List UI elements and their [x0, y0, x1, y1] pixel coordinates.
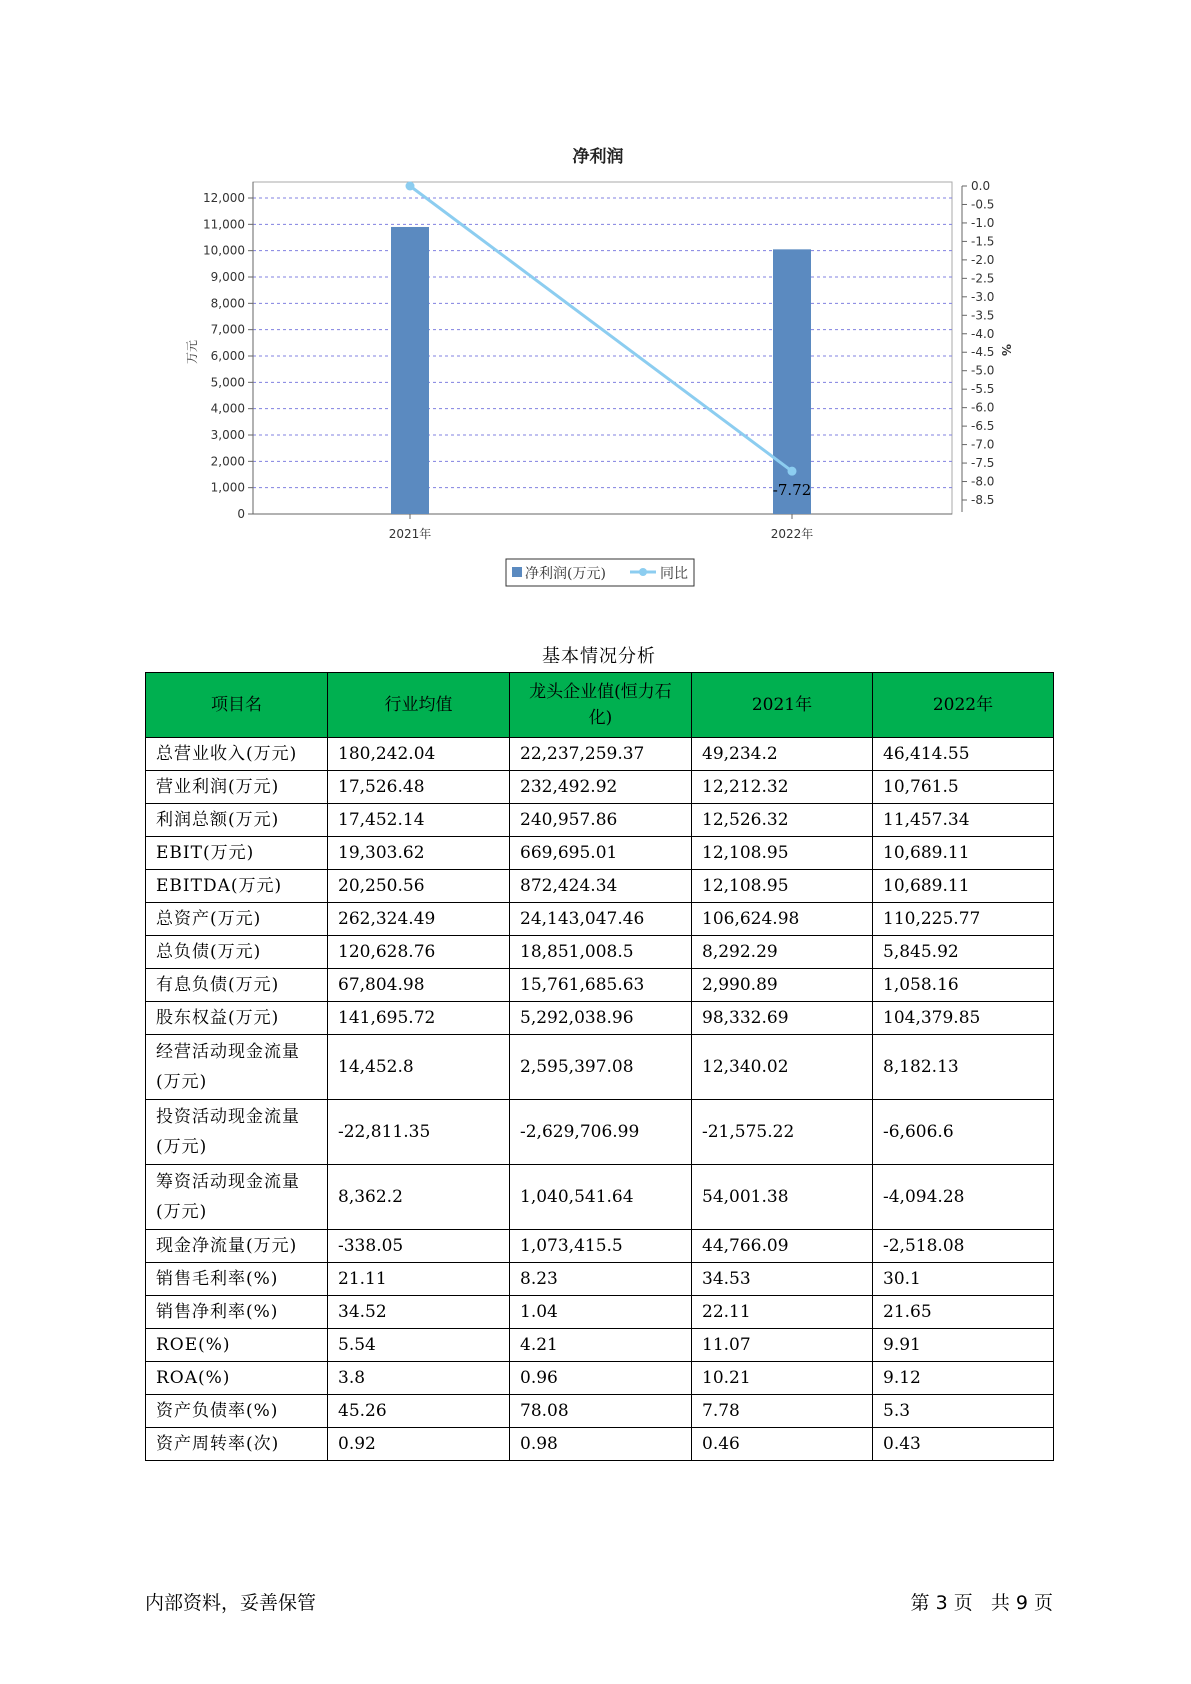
plot-area — [253, 182, 952, 514]
row-value: 232,492.92 — [510, 771, 692, 804]
row-value: 0.96 — [510, 1362, 692, 1395]
y2-tick-label: -1.5 — [971, 234, 995, 249]
row-value: 9.91 — [873, 1329, 1054, 1362]
header-leading-enterprise: 龙头企业值(恒力石化) — [510, 673, 692, 738]
bar-2021年 — [391, 227, 429, 514]
row-value: -2,629,706.99 — [510, 1100, 692, 1165]
row-value: -4,094.28 — [873, 1165, 1054, 1230]
y-tick-label: 3,000 — [210, 428, 245, 442]
row-value: 5,845.92 — [873, 936, 1054, 969]
row-value: 872,424.34 — [510, 870, 692, 903]
header-industry-average: 行业均值 — [328, 673, 510, 738]
y-tick-label: 10,000 — [203, 243, 245, 258]
row-value: 98,332.69 — [692, 1002, 873, 1035]
row-value: 10,761.5 — [873, 771, 1054, 804]
row-value: 8,182.13 — [873, 1035, 1054, 1100]
row-value: 18,851,008.5 — [510, 936, 692, 969]
y2-tick-label: -7.0 — [971, 437, 995, 452]
row-label: ROE(%) — [146, 1329, 328, 1362]
row-value: 19,303.62 — [328, 837, 510, 870]
table-row — [146, 771, 1054, 804]
yoy-line — [410, 186, 792, 471]
row-value: 262,324.49 — [328, 903, 510, 936]
y-tick-label: 8,000 — [210, 296, 245, 311]
row-value: 10,689.11 — [873, 837, 1054, 870]
row-value: 17,526.48 — [328, 771, 510, 804]
row-label: 总负债(万元) — [146, 936, 328, 969]
row-value: 0.46 — [692, 1428, 873, 1461]
chart-title: 净利润 — [572, 147, 624, 167]
table-row — [146, 804, 1054, 837]
row-value: 7.78 — [692, 1395, 873, 1428]
y2-tick-label: -1.0 — [971, 215, 995, 230]
row-value: 34.53 — [692, 1263, 873, 1296]
y-tick-label: 11,000 — [203, 217, 245, 232]
row-value: 1,058.16 — [873, 969, 1054, 1002]
header-2022: 2022年 — [873, 673, 1054, 738]
row-value: 12,526.32 — [692, 804, 873, 837]
legend-bar-label: 净利润(万元) — [525, 566, 606, 582]
row-label: 利润总额(万元) — [146, 804, 328, 837]
legend-line-marker — [639, 568, 647, 576]
header-2021: 2021年 — [692, 673, 873, 738]
row-value: 5.54 — [328, 1329, 510, 1362]
row-value: 9.12 — [873, 1362, 1054, 1395]
row-value: -338.05 — [328, 1230, 510, 1263]
table-row — [146, 1165, 1054, 1230]
y2-tick-label: 0.0 — [971, 179, 991, 193]
row-value: 21.65 — [873, 1296, 1054, 1329]
row-label: 现金净流量(万元) — [146, 1230, 328, 1263]
y2-tick-label: -2.5 — [971, 271, 995, 286]
row-label: 总资产(万元) — [146, 903, 328, 936]
y-tick-label: 1,000 — [210, 480, 245, 495]
table-row — [146, 1263, 1054, 1296]
chart-legend — [506, 559, 694, 586]
row-value: 12,212.32 — [692, 771, 873, 804]
y-tick-label: 7,000 — [210, 322, 245, 337]
confidential-notice: 内部资料，妥善保管 — [145, 1592, 317, 1614]
y2-tick-label: -3.0 — [971, 289, 995, 304]
row-value: 5,292,038.96 — [510, 1002, 692, 1035]
table-row — [146, 1002, 1054, 1035]
row-value: -22,811.35 — [328, 1100, 510, 1165]
left-y-axis — [203, 182, 253, 521]
row-value: 20,250.56 — [328, 870, 510, 903]
net-profit-chart — [0, 0, 1191, 600]
row-label: 筹资活动现金流量(万元) — [146, 1165, 328, 1230]
legend-line-label: 同比 — [660, 566, 688, 582]
page-number: 第 3 页 共 9 页 — [910, 1592, 1053, 1614]
row-value: 4.21 — [510, 1329, 692, 1362]
row-value: 180,242.04 — [328, 738, 510, 771]
y2-axis-label: % — [999, 343, 1013, 357]
row-label: 销售毛利率(%) — [146, 1263, 328, 1296]
y2-tick-label: -8.0 — [971, 474, 995, 489]
row-label: EBITDA(万元) — [146, 870, 328, 903]
row-value: 8.23 — [510, 1263, 692, 1296]
row-value: 45.26 — [328, 1395, 510, 1428]
row-label: EBIT(万元) — [146, 837, 328, 870]
row-value: 17,452.14 — [328, 804, 510, 837]
row-label: 投资活动现金流量(万元) — [146, 1100, 328, 1165]
yoy-point — [406, 182, 415, 191]
row-value: 141,695.72 — [328, 1002, 510, 1035]
y2-tick-label: -2.0 — [971, 252, 995, 267]
row-value: 21.11 — [328, 1263, 510, 1296]
x-axis — [253, 514, 952, 541]
table-row — [146, 1100, 1054, 1165]
row-value: 22.11 — [692, 1296, 873, 1329]
row-value: 46,414.55 — [873, 738, 1054, 771]
row-value: 5.3 — [873, 1395, 1054, 1428]
row-value: 49,234.2 — [692, 738, 873, 771]
row-value: 11.07 — [692, 1329, 873, 1362]
row-value: 44,766.09 — [692, 1230, 873, 1263]
row-value: 78.08 — [510, 1395, 692, 1428]
y2-tick-label: -7.5 — [971, 456, 995, 471]
row-label: 经营活动现金流量(万元) — [146, 1035, 328, 1100]
row-value: 34.52 — [328, 1296, 510, 1329]
y-axis-label: 万元 — [185, 339, 199, 365]
header-item-name: 项目名 — [146, 673, 328, 738]
row-value: -21,575.22 — [692, 1100, 873, 1165]
table-row — [146, 903, 1054, 936]
table-row — [146, 1395, 1054, 1428]
table-body — [146, 738, 1054, 1461]
row-value: 0.43 — [873, 1428, 1054, 1461]
row-value: 669,695.01 — [510, 837, 692, 870]
row-value: 8,362.2 — [328, 1165, 510, 1230]
row-value: 11,457.34 — [873, 804, 1054, 837]
yoy-point — [788, 467, 797, 476]
row-value: 10.21 — [692, 1362, 873, 1395]
row-label: 有息负债(万元) — [146, 969, 328, 1002]
row-label: 股东权益(万元) — [146, 1002, 328, 1035]
table-row — [146, 969, 1054, 1002]
table-row — [146, 936, 1054, 969]
bar-series — [391, 227, 811, 514]
row-value: 2,595,397.08 — [510, 1035, 692, 1100]
table-row — [146, 870, 1054, 903]
row-value: 67,804.98 — [328, 969, 510, 1002]
table-row — [146, 837, 1054, 870]
row-value: 1.04 — [510, 1296, 692, 1329]
y2-tick-label: -8.5 — [971, 493, 995, 507]
y-tick-label: 4,000 — [210, 401, 245, 416]
row-value: 12,108.95 — [692, 870, 873, 903]
y2-tick-label: -0.5 — [971, 197, 995, 212]
y-tick-label: 12,000 — [203, 191, 245, 205]
row-value: 22,237,259.37 — [510, 738, 692, 771]
row-value: 1,073,415.5 — [510, 1230, 692, 1263]
row-value: 30.1 — [873, 1263, 1054, 1296]
basic-analysis-table — [145, 672, 1054, 1461]
table-row — [146, 1035, 1054, 1100]
row-value: 15,761,685.63 — [510, 969, 692, 1002]
row-value: 12,108.95 — [692, 837, 873, 870]
row-label: 营业利润(万元) — [146, 771, 328, 804]
row-value: 104,379.85 — [873, 1002, 1054, 1035]
y2-tick-label: -5.5 — [971, 382, 995, 397]
right-y-axis — [962, 179, 994, 512]
x-tick-label: 2022年 — [770, 527, 814, 541]
table-row — [146, 1428, 1054, 1461]
row-value: 110,225.77 — [873, 903, 1054, 936]
row-value: 8,292.29 — [692, 936, 873, 969]
yoy-data-label: -7.72 — [772, 481, 812, 500]
row-value: 0.98 — [510, 1428, 692, 1461]
table-row — [146, 1329, 1054, 1362]
x-tick-label: 2021年 — [388, 527, 432, 541]
y2-tick-label: -5.0 — [971, 363, 995, 378]
row-value: 120,628.76 — [328, 936, 510, 969]
row-value: 240,957.86 — [510, 804, 692, 837]
row-value: 54,001.38 — [692, 1165, 873, 1230]
row-value: 12,340.02 — [692, 1035, 873, 1100]
row-label: 销售净利率(%) — [146, 1296, 328, 1329]
table-caption: 基本情况分析 — [542, 646, 656, 667]
y-tick-label: 6,000 — [210, 349, 245, 363]
chart-gridlines — [253, 182, 952, 514]
table-row — [146, 1296, 1054, 1329]
row-value: 0.92 — [328, 1428, 510, 1461]
row-value: 3.8 — [328, 1362, 510, 1395]
row-value: 2,990.89 — [692, 969, 873, 1002]
y2-tick-label: -4.5 — [971, 345, 995, 360]
row-value: -6,606.6 — [873, 1100, 1054, 1165]
line-series — [406, 182, 812, 500]
y2-tick-label: -4.0 — [971, 326, 995, 341]
y2-tick-label: -6.5 — [971, 419, 995, 434]
row-value: 106,624.98 — [692, 903, 873, 936]
y2-tick-label: -3.5 — [971, 308, 995, 323]
table-row — [146, 1362, 1054, 1395]
row-label: ROA(%) — [146, 1362, 328, 1395]
row-value: 24,143,047.46 — [510, 903, 692, 936]
row-label: 资产负债率(%) — [146, 1395, 328, 1428]
table-header-row — [146, 673, 1054, 738]
y-tick-label: 5,000 — [210, 375, 245, 390]
row-label: 资产周转率(次) — [146, 1428, 328, 1461]
table-row — [146, 738, 1054, 771]
y-tick-label: 2,000 — [210, 454, 245, 469]
row-value: -2,518.08 — [873, 1230, 1054, 1263]
row-label: 总营业收入(万元) — [146, 738, 328, 771]
row-value: 14,452.8 — [328, 1035, 510, 1100]
row-value: 1,040,541.64 — [510, 1165, 692, 1230]
y2-tick-label: -6.0 — [971, 400, 995, 415]
row-value: 10,689.11 — [873, 870, 1054, 903]
legend-bar-swatch — [512, 567, 522, 577]
y-tick-label: 9,000 — [210, 270, 245, 284]
y-tick-label: 0 — [237, 507, 245, 521]
table-row — [146, 1230, 1054, 1263]
